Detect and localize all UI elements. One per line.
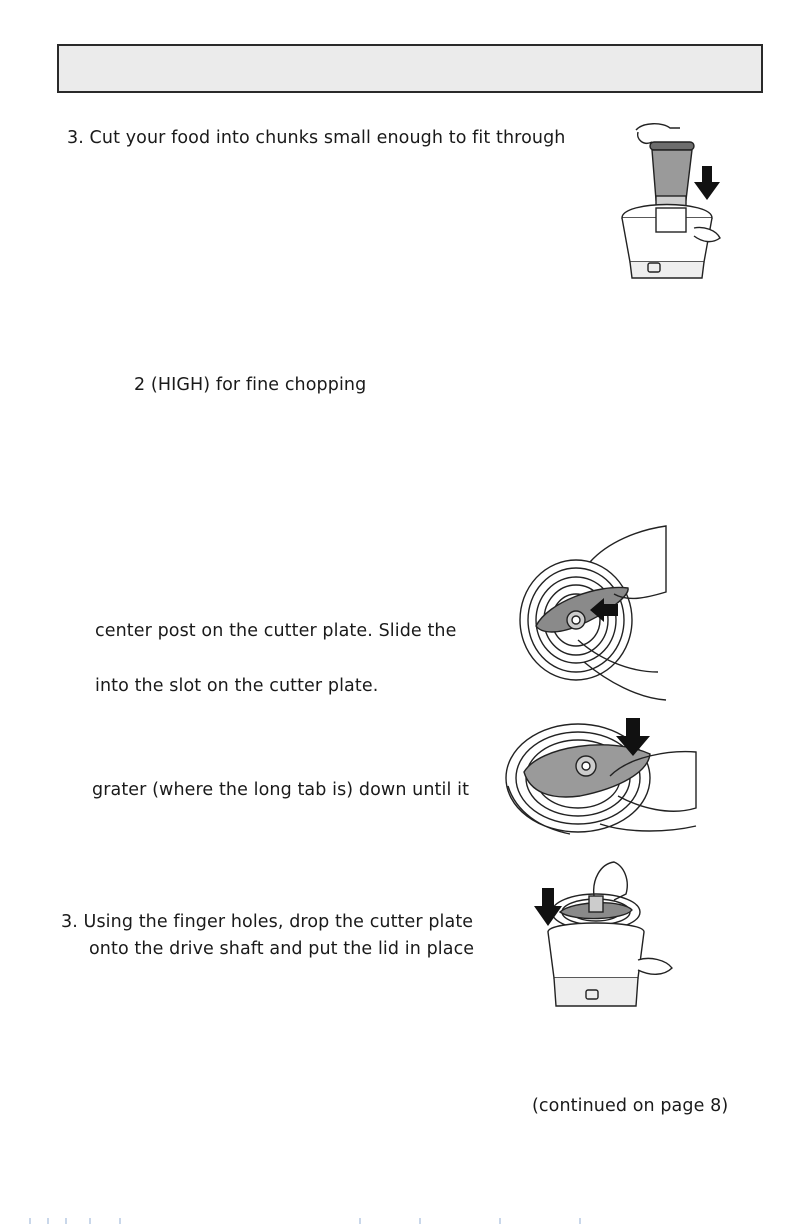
grater-long-tab-text: grater (where the long tab is) down until it	[92, 780, 470, 800]
cutter-plate-press-illustration	[500, 716, 700, 844]
continued-note: (continued on page 8)	[532, 1096, 729, 1116]
step3-finger-holes-line1: 3. Using the finger holes, drop the cutter plate	[61, 912, 474, 932]
header-box	[57, 44, 763, 93]
food-pusher-illustration	[608, 120, 728, 290]
grater-slot-text: into the slot on the cutter plate.	[95, 676, 379, 696]
speed-high-text: 2 (HIGH) for fine chopping	[134, 375, 367, 395]
step3-food-text: 3. Cut your food into chunks small enough to fit through	[67, 128, 566, 148]
cutter-plate-slide-illustration	[518, 522, 668, 712]
step3-finger-holes-line2: onto the drive shaft and put the lid in place	[89, 939, 475, 959]
page-bottom-artifact	[0, 1216, 793, 1225]
grater-center-post-text: center post on the cutter plate. Slide the	[95, 621, 457, 641]
drop-cutter-plate-illustration	[534, 860, 674, 1020]
